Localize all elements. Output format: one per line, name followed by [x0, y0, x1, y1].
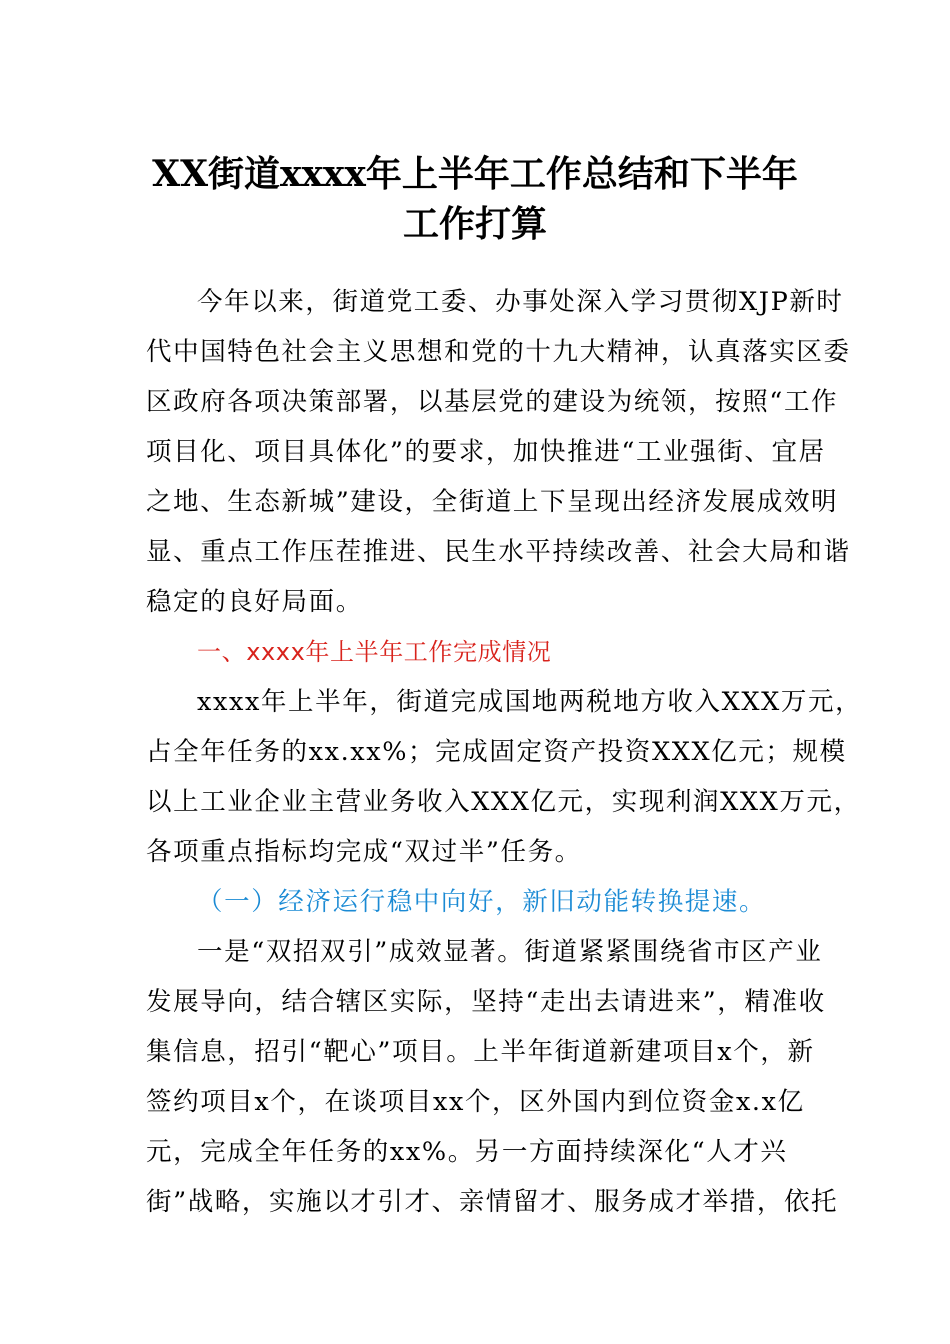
subsection-paragraph-line: 街”战略，实施以才引才、亲情留才、服务成才举措，依托 — [146, 1187, 839, 1217]
intro-line: 显、重点工作压茬推进、民生水平持续改善、社会大局和谐 — [146, 537, 851, 567]
subsection-paragraph-line: 集信息，招引“靶心”项目。上半年街道新建项目x个，新 — [146, 1037, 815, 1067]
subsection-paragraph-line: 元，完成全年任务的xx%。另一方面持续深化“人才兴 — [146, 1137, 788, 1167]
subsection-paragraph-line: 签约项目x个，在谈项目xx个，区外国内到位资金x.x亿 — [146, 1087, 805, 1117]
intro-line: 今年以来，街道党工委、办事处深入学习贯彻XJP新时 — [197, 287, 844, 317]
section-paragraph-line: xxxx年上半年，街道完成国地两税地方收入XXX万元， — [197, 687, 863, 717]
document-title-line-2: 工作打算 — [402, 203, 547, 245]
subsection-paragraph-line: 一是“双招双引”成效显著。街道紧紧围绕省市区产业 — [197, 937, 823, 967]
section-paragraph-line: 以上工业企业主营业务收入XXX亿元，实现利润XXX万元， — [146, 787, 861, 817]
subsection-paragraph-line: 发展导向，结合辖区实际，坚持“走出去请进来”，精准收 — [146, 987, 826, 1017]
subsection-heading: （一）经济运行稳中向好，新旧动能转换提速。 — [197, 887, 767, 917]
intro-line: 代中国特色社会主义思想和党的十九大精神，认真落实区委 — [146, 337, 851, 367]
section-paragraph-line: 占全年任务的xx.xx%；完成固定资产投资XXX亿元；规模 — [146, 737, 847, 767]
intro-line: 稳定的良好局面。 — [146, 587, 363, 617]
intro-line: 区政府各项决策部署，以基层党的建设为统领，按照“工作 — [146, 387, 839, 417]
intro-line: 之地、生态新城”建设，全街道上下呈现出经济发展成效明 — [146, 487, 839, 517]
section-heading: 一、xxxx年上半年工作完成情况 — [197, 638, 552, 666]
intro-line: 项目化、项目具体化”的要求，加快推进“工业强街、宜居 — [146, 437, 826, 467]
section-paragraph-line: 各项重点指标均完成“双过半”任务。 — [146, 837, 582, 867]
document-title-line-1: XX街道xxxx年上半年工作总结和下半年 — [152, 153, 798, 195]
